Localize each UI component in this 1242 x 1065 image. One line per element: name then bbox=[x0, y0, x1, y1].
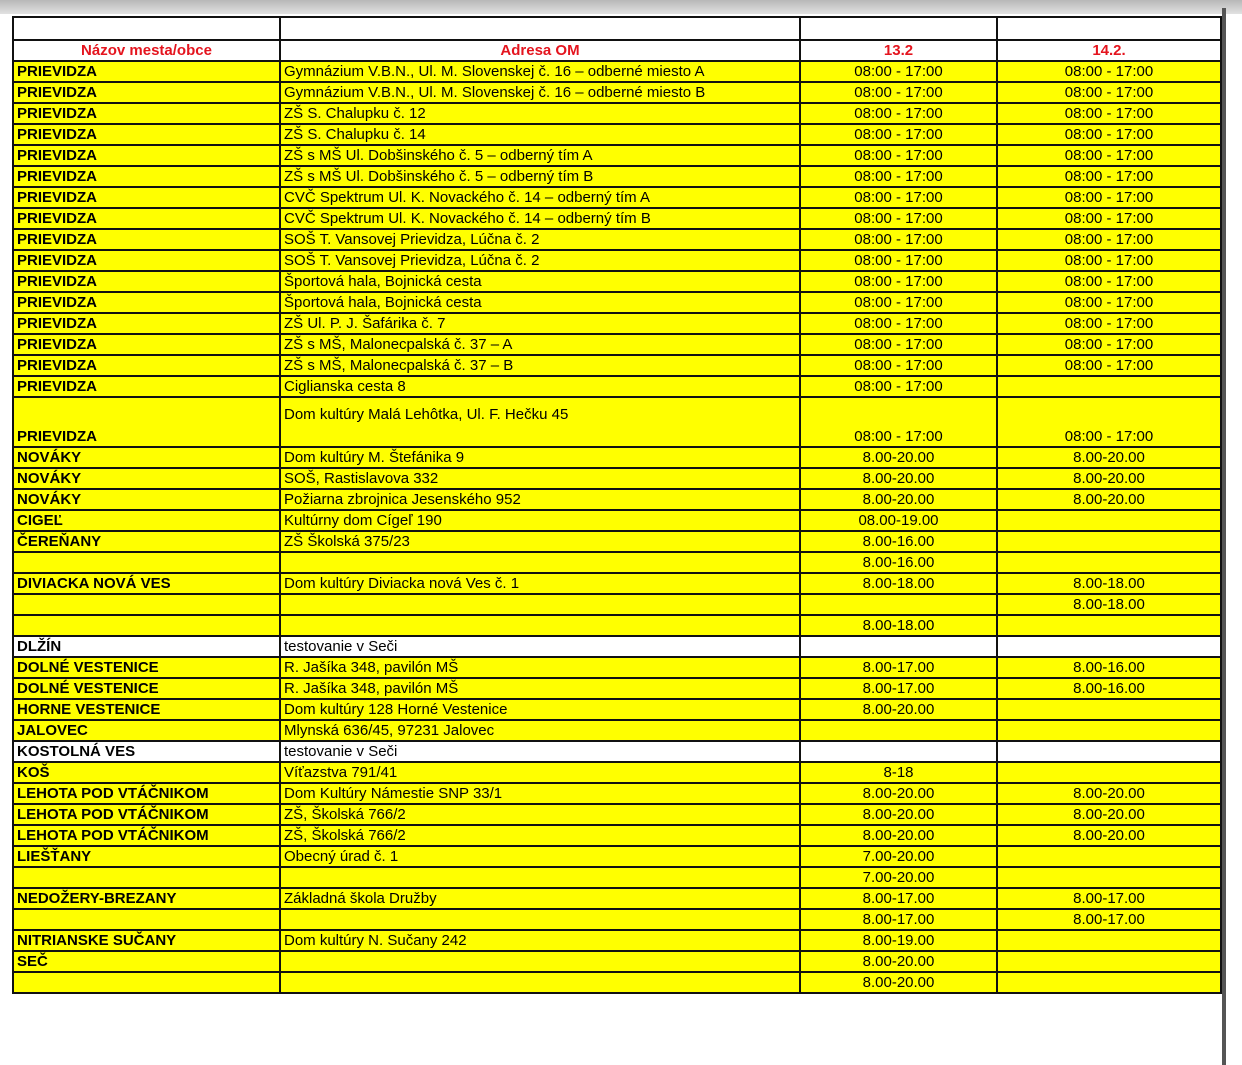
address-cell: R. Jašíka 348, pavilón MŠ bbox=[280, 678, 800, 699]
table-row bbox=[13, 783, 1221, 804]
date-1-time-cell: 8.00-19.00 bbox=[800, 930, 997, 951]
table-row bbox=[13, 103, 1221, 124]
city-cell: LIEŠŤANY bbox=[13, 846, 280, 867]
date-2-time-cell: 08:00 - 17:00 bbox=[997, 124, 1221, 145]
table-row bbox=[13, 376, 1221, 397]
address-cell: testovanie v Seči bbox=[280, 741, 800, 762]
city-cell: PRIEVIDZA bbox=[13, 334, 280, 355]
date-1-time-cell: 8-18 bbox=[800, 762, 997, 783]
table-row bbox=[13, 397, 1221, 447]
address-cell: Mlynská 636/45, 97231 Jalovec bbox=[280, 720, 800, 741]
table-row bbox=[13, 573, 1221, 594]
date-2-time-cell: 08:00 - 17:00 bbox=[997, 313, 1221, 334]
table-row bbox=[13, 61, 1221, 82]
date-2-time-cell bbox=[997, 510, 1221, 531]
table-row bbox=[13, 699, 1221, 720]
date-2-time-cell: 08:00 - 17:00 bbox=[997, 334, 1221, 355]
date-2-time-cell bbox=[997, 741, 1221, 762]
table-row bbox=[13, 846, 1221, 867]
table-row bbox=[13, 208, 1221, 229]
table-row bbox=[13, 229, 1221, 250]
city-cell: PRIEVIDZA bbox=[13, 376, 280, 397]
date-2-time-cell: 08:00 - 17:00 bbox=[997, 187, 1221, 208]
date-2-time-cell: 8.00-20.00 bbox=[997, 468, 1221, 489]
table-row bbox=[13, 447, 1221, 468]
date-1-time-cell: 08:00 - 17:00 bbox=[800, 82, 997, 103]
table-row bbox=[13, 951, 1221, 972]
date-2-time-cell: 8.00-20.00 bbox=[997, 783, 1221, 804]
city-cell: CIGEĽ bbox=[13, 510, 280, 531]
date-1-time-cell: 08:00 - 17:00 bbox=[800, 271, 997, 292]
address-cell: ZŠ s MŠ Ul. Dobšinského č. 5 – odberný tím B bbox=[280, 166, 800, 187]
schedule-sheet bbox=[12, 16, 1220, 994]
city-cell: PRIEVIDZA bbox=[13, 187, 280, 208]
date-1-time-cell: 08.00-19.00 bbox=[800, 510, 997, 531]
city-cell: DOLNÉ VESTENICE bbox=[13, 657, 280, 678]
date-2-time-cell: 08:00 - 17:00 bbox=[997, 103, 1221, 124]
table-row bbox=[13, 804, 1221, 825]
date-1-time-cell: 8.00-20.00 bbox=[800, 447, 997, 468]
table-row bbox=[13, 720, 1221, 741]
city-cell: LEHOTA POD VTÁČNIKOM bbox=[13, 783, 280, 804]
testing-sites-table bbox=[12, 16, 1222, 994]
date-1-time-cell: 7.00-20.00 bbox=[800, 867, 997, 888]
date-2-time-cell bbox=[997, 531, 1221, 552]
address-cell bbox=[280, 951, 800, 972]
address-cell: Kultúrny dom Cígeľ 190 bbox=[280, 510, 800, 531]
city-cell bbox=[13, 615, 280, 636]
address-cell: Športová hala, Bojnická cesta bbox=[280, 271, 800, 292]
table-row bbox=[13, 489, 1221, 510]
top-shadow-bar bbox=[0, 0, 1242, 14]
date-2-time-cell: 8.00-17.00 bbox=[997, 888, 1221, 909]
address-cell bbox=[280, 615, 800, 636]
city-cell: ČEREŇANY bbox=[13, 531, 280, 552]
date-2-time-cell bbox=[997, 867, 1221, 888]
address-cell: Víťazstva 791/41 bbox=[280, 762, 800, 783]
address-cell: Gymnázium V.B.N., Ul. M. Slovenskej č. 16 – odberné miesto A bbox=[280, 61, 800, 82]
address-cell: Dom kultúry N. Sučany 242 bbox=[280, 930, 800, 951]
city-cell bbox=[13, 594, 280, 615]
table-row bbox=[13, 741, 1221, 762]
address-cell: Dom kultúry 128 Horné Vestenice bbox=[280, 699, 800, 720]
date-1-time-cell: 8.00-20.00 bbox=[800, 468, 997, 489]
address-cell: ZŠ S. Chalupku č. 12 bbox=[280, 103, 800, 124]
table-row bbox=[13, 313, 1221, 334]
table-row bbox=[13, 166, 1221, 187]
date-2-time-cell: 8.00-20.00 bbox=[997, 825, 1221, 846]
date-1-time-cell: 8.00-17.00 bbox=[800, 888, 997, 909]
address-cell: ZŠ s MŠ, Malonecpalská č. 37 – A bbox=[280, 334, 800, 355]
table-row bbox=[13, 636, 1221, 657]
city-cell: NOVÁKY bbox=[13, 447, 280, 468]
date-1-time-cell: 8.00-16.00 bbox=[800, 531, 997, 552]
date-1-time-cell: 08:00 - 17:00 bbox=[800, 187, 997, 208]
city-cell: HORNE VESTENICE bbox=[13, 699, 280, 720]
table-row bbox=[13, 909, 1221, 930]
date-2-time-cell: 8.00-18.00 bbox=[997, 573, 1221, 594]
header-address: Adresa OM bbox=[280, 40, 800, 61]
date-1-time-cell: 8.00-20.00 bbox=[800, 699, 997, 720]
city-cell: PRIEVIDZA bbox=[13, 124, 280, 145]
date-2-time-cell bbox=[997, 699, 1221, 720]
date-2-time-cell: 8.00-17.00 bbox=[997, 909, 1221, 930]
city-cell: DOLNÉ VESTENICE bbox=[13, 678, 280, 699]
date-1-time-cell: 08:00 - 17:00 bbox=[800, 397, 997, 447]
city-cell: DIVIACKA NOVÁ VES bbox=[13, 573, 280, 594]
date-2-time-cell: 08:00 - 17:00 bbox=[997, 82, 1221, 103]
date-1-time-cell: 8.00-17.00 bbox=[800, 657, 997, 678]
date-2-time-cell bbox=[997, 846, 1221, 867]
date-1-time-cell: 8.00-20.00 bbox=[800, 825, 997, 846]
address-cell: SOŠ T. Vansovej Prievidza, Lúčna č. 2 bbox=[280, 250, 800, 271]
date-1-time-cell: 08:00 - 17:00 bbox=[800, 292, 997, 313]
city-cell: PRIEVIDZA bbox=[13, 103, 280, 124]
date-1-time-cell: 08:00 - 17:00 bbox=[800, 61, 997, 82]
date-1-time-cell: 08:00 - 17:00 bbox=[800, 124, 997, 145]
city-cell: PRIEVIDZA bbox=[13, 82, 280, 103]
header-date-1: 13.2 bbox=[800, 40, 997, 61]
city-cell: NITRIANSKE SUČANY bbox=[13, 930, 280, 951]
table-row bbox=[13, 355, 1221, 376]
city-cell: DLŽÍN bbox=[13, 636, 280, 657]
header-row bbox=[13, 40, 1221, 61]
table-row bbox=[13, 867, 1221, 888]
date-2-time-cell: 08:00 - 17:00 bbox=[997, 208, 1221, 229]
address-cell: Dom kultúry M. Štefánika 9 bbox=[280, 447, 800, 468]
date-2-time-cell: 08:00 - 17:00 bbox=[997, 166, 1221, 187]
city-cell: PRIEVIDZA bbox=[13, 271, 280, 292]
date-2-time-cell: 8.00-20.00 bbox=[997, 447, 1221, 468]
address-cell: ZŠ s MŠ Ul. Dobšinského č. 5 – odberný tím A bbox=[280, 145, 800, 166]
date-2-time-cell: 08:00 - 17:00 bbox=[997, 271, 1221, 292]
city-cell: PRIEVIDZA bbox=[13, 292, 280, 313]
table-row bbox=[13, 292, 1221, 313]
city-cell: SEČ bbox=[13, 951, 280, 972]
address-cell: Dom kultúry Malá Lehôtka, Ul. F. Hečku 45 bbox=[280, 397, 800, 447]
address-cell: ZŠ S. Chalupku č. 14 bbox=[280, 124, 800, 145]
table-row bbox=[13, 468, 1221, 489]
city-cell: KOSTOLNÁ VES bbox=[13, 741, 280, 762]
date-2-time-cell: 8.00-20.00 bbox=[997, 489, 1221, 510]
table-row bbox=[13, 657, 1221, 678]
address-cell: CVČ Spektrum Ul. K. Novackého č. 14 – odberný tím A bbox=[280, 187, 800, 208]
city-cell: KOŠ bbox=[13, 762, 280, 783]
date-1-time-cell: 8.00-17.00 bbox=[800, 909, 997, 930]
city-cell: PRIEVIDZA bbox=[13, 145, 280, 166]
address-cell: Ciglianska cesta 8 bbox=[280, 376, 800, 397]
city-cell: PRIEVIDZA bbox=[13, 397, 280, 447]
address-cell: ZŠ s MŠ, Malonecpalská č. 37 – B bbox=[280, 355, 800, 376]
table-row bbox=[13, 762, 1221, 783]
date-1-time-cell: 8.00-18.00 bbox=[800, 615, 997, 636]
date-1-time-cell: 8.00-18.00 bbox=[800, 573, 997, 594]
table-row bbox=[13, 334, 1221, 355]
table-row bbox=[13, 271, 1221, 292]
address-cell bbox=[280, 594, 800, 615]
date-1-time-cell: 08:00 - 17:00 bbox=[800, 145, 997, 166]
date-2-time-cell: 08:00 - 17:00 bbox=[997, 145, 1221, 166]
date-1-time-cell: 08:00 - 17:00 bbox=[800, 313, 997, 334]
blank-top-row bbox=[13, 17, 1221, 40]
date-1-time-cell: 8.00-20.00 bbox=[800, 489, 997, 510]
city-cell: JALOVEC bbox=[13, 720, 280, 741]
date-1-time-cell: 8.00-20.00 bbox=[800, 783, 997, 804]
address-cell: Obecný úrad č. 1 bbox=[280, 846, 800, 867]
date-2-time-cell: 8.00-20.00 bbox=[997, 804, 1221, 825]
city-cell: PRIEVIDZA bbox=[13, 229, 280, 250]
date-2-time-cell bbox=[997, 552, 1221, 573]
city-cell bbox=[13, 972, 280, 993]
address-cell: SOŠ T. Vansovej Prievidza, Lúčna č. 2 bbox=[280, 229, 800, 250]
table-row bbox=[13, 552, 1221, 573]
city-cell bbox=[13, 552, 280, 573]
table-row bbox=[13, 678, 1221, 699]
table-row bbox=[13, 972, 1221, 993]
date-1-time-cell: 8.00-16.00 bbox=[800, 552, 997, 573]
city-cell: PRIEVIDZA bbox=[13, 166, 280, 187]
city-cell: PRIEVIDZA bbox=[13, 61, 280, 82]
date-1-time-cell: 08:00 - 17:00 bbox=[800, 229, 997, 250]
address-cell: Základná škola Družby bbox=[280, 888, 800, 909]
date-2-time-cell bbox=[997, 930, 1221, 951]
table-row bbox=[13, 825, 1221, 846]
date-2-time-cell: 08:00 - 17:00 bbox=[997, 61, 1221, 82]
date-2-time-cell: 8.00-18.00 bbox=[997, 594, 1221, 615]
address-cell: Dom Kultúry Námestie SNP 33/1 bbox=[280, 783, 800, 804]
date-2-time-cell bbox=[997, 636, 1221, 657]
table-row bbox=[13, 124, 1221, 145]
date-2-time-cell: 08:00 - 17:00 bbox=[997, 250, 1221, 271]
city-cell: PRIEVIDZA bbox=[13, 313, 280, 334]
city-cell: NEDOŽERY-BREZANY bbox=[13, 888, 280, 909]
date-2-time-cell: 8.00-16.00 bbox=[997, 657, 1221, 678]
date-1-time-cell: 8.00-20.00 bbox=[800, 804, 997, 825]
city-cell: NOVÁKY bbox=[13, 489, 280, 510]
table-row bbox=[13, 615, 1221, 636]
city-cell: LEHOTA POD VTÁČNIKOM bbox=[13, 825, 280, 846]
date-2-time-cell bbox=[997, 972, 1221, 993]
address-cell bbox=[280, 909, 800, 930]
address-cell: Požiarna zbrojnica Jesenského 952 bbox=[280, 489, 800, 510]
address-cell bbox=[280, 972, 800, 993]
date-2-time-cell bbox=[997, 951, 1221, 972]
address-cell: testovanie v Seči bbox=[280, 636, 800, 657]
city-cell: PRIEVIDZA bbox=[13, 208, 280, 229]
scrollbar[interactable] bbox=[1222, 8, 1226, 1065]
date-1-time-cell: 8.00-20.00 bbox=[800, 972, 997, 993]
city-cell bbox=[13, 909, 280, 930]
table-row bbox=[13, 594, 1221, 615]
date-2-time-cell: 08:00 - 17:00 bbox=[997, 397, 1221, 447]
city-cell: NOVÁKY bbox=[13, 468, 280, 489]
city-cell: LEHOTA POD VTÁČNIKOM bbox=[13, 804, 280, 825]
address-cell bbox=[280, 867, 800, 888]
table-row bbox=[13, 187, 1221, 208]
address-cell: ZŠ, Školská 766/2 bbox=[280, 825, 800, 846]
date-1-time-cell: 08:00 - 17:00 bbox=[800, 103, 997, 124]
date-1-time-cell: 8.00-20.00 bbox=[800, 951, 997, 972]
table-row bbox=[13, 531, 1221, 552]
address-cell: R. Jašíka 348, pavilón MŠ bbox=[280, 657, 800, 678]
table-row bbox=[13, 145, 1221, 166]
date-1-time-cell bbox=[800, 720, 997, 741]
date-1-time-cell: 7.00-20.00 bbox=[800, 846, 997, 867]
address-cell: ZŠ Ul. P. J. Šafárika č. 7 bbox=[280, 313, 800, 334]
date-2-time-cell: 08:00 - 17:00 bbox=[997, 355, 1221, 376]
address-cell: CVČ Spektrum Ul. K. Novackého č. 14 – odberný tím B bbox=[280, 208, 800, 229]
date-1-time-cell: 08:00 - 17:00 bbox=[800, 355, 997, 376]
address-cell: ZŠ Školská 375/23 bbox=[280, 531, 800, 552]
city-cell: PRIEVIDZA bbox=[13, 355, 280, 376]
date-2-time-cell bbox=[997, 376, 1221, 397]
table-row bbox=[13, 888, 1221, 909]
header-date-2: 14.2. bbox=[997, 40, 1221, 61]
address-cell bbox=[280, 552, 800, 573]
city-cell bbox=[13, 867, 280, 888]
date-2-time-cell: 8.00-16.00 bbox=[997, 678, 1221, 699]
date-2-time-cell bbox=[997, 615, 1221, 636]
address-cell: Športová hala, Bojnická cesta bbox=[280, 292, 800, 313]
date-1-time-cell: 08:00 - 17:00 bbox=[800, 376, 997, 397]
city-cell: PRIEVIDZA bbox=[13, 250, 280, 271]
address-cell: SOŠ, Rastislavova 332 bbox=[280, 468, 800, 489]
table-row bbox=[13, 510, 1221, 531]
date-2-time-cell bbox=[997, 762, 1221, 783]
date-1-time-cell: 08:00 - 17:00 bbox=[800, 334, 997, 355]
date-1-time-cell bbox=[800, 741, 997, 762]
date-1-time-cell: 08:00 - 17:00 bbox=[800, 208, 997, 229]
table-row bbox=[13, 82, 1221, 103]
date-1-time-cell bbox=[800, 636, 997, 657]
date-1-time-cell: 8.00-17.00 bbox=[800, 678, 997, 699]
date-2-time-cell: 08:00 - 17:00 bbox=[997, 229, 1221, 250]
table-row bbox=[13, 930, 1221, 951]
date-1-time-cell bbox=[800, 594, 997, 615]
date-2-time-cell: 08:00 - 17:00 bbox=[997, 292, 1221, 313]
date-1-time-cell: 08:00 - 17:00 bbox=[800, 250, 997, 271]
address-cell: Gymnázium V.B.N., Ul. M. Slovenskej č. 16 – odberné miesto B bbox=[280, 82, 800, 103]
table-row bbox=[13, 250, 1221, 271]
address-cell: Dom kultúry Diviacka nová Ves č. 1 bbox=[280, 573, 800, 594]
address-cell: ZŠ, Školská 766/2 bbox=[280, 804, 800, 825]
header-city: Názov mesta/obce bbox=[13, 40, 280, 61]
date-2-time-cell bbox=[997, 720, 1221, 741]
date-1-time-cell: 08:00 - 17:00 bbox=[800, 166, 997, 187]
